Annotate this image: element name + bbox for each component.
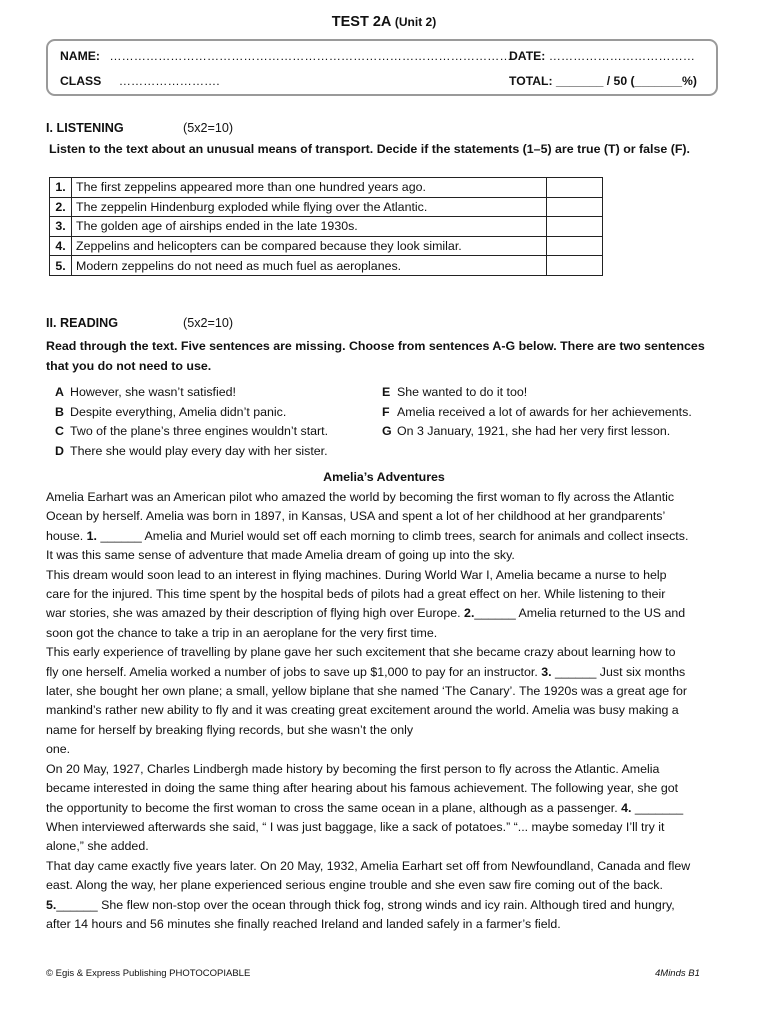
options-right-column xyxy=(382,383,692,442)
story-line xyxy=(46,799,736,818)
option-text: However, she wasn’t satisfied! xyxy=(70,385,236,399)
option-text: Amelia received a lot of awards for her achievements. xyxy=(397,404,692,419)
story-fragment: _______ xyxy=(631,800,684,815)
total-label: TOTAL: xyxy=(509,74,553,88)
option-letter: A xyxy=(55,385,64,399)
story-line: name for herself by breaking flying records, but she wasn’t the only xyxy=(46,722,414,737)
gap-3: 3. xyxy=(541,664,552,679)
answer-cell[interactable] xyxy=(547,236,603,256)
row-number: 5. xyxy=(50,256,72,276)
story-fragment: ______ Just six months xyxy=(551,664,686,679)
student-info-box xyxy=(46,39,718,96)
row-number: 3. xyxy=(50,217,72,237)
option-letter: G xyxy=(382,424,392,439)
test-title: TEST 2A xyxy=(331,14,391,30)
reading-title: II. READING xyxy=(46,316,119,330)
story-line: alone,” she added. xyxy=(46,839,149,854)
story-fragment: house. xyxy=(46,528,87,543)
story-text xyxy=(46,488,736,934)
gap-5: 5. xyxy=(46,897,57,912)
option-letter: C xyxy=(55,424,64,439)
answer-cell[interactable] xyxy=(547,217,603,237)
gap-1: 1. xyxy=(86,528,97,543)
story-line: one. xyxy=(46,742,71,757)
date-label: DATE: xyxy=(509,49,546,63)
story-fragment: ______ She flew non-stop over the ocean through thick fog, strong winds and icy rain. Although tired and hungry, xyxy=(56,897,675,912)
reading-instruction xyxy=(46,336,705,376)
option-letter: E xyxy=(382,385,391,399)
story-line: care for the injured. This time spent by the hospital beds of pilots had a great effect on her. While listening to their xyxy=(46,587,666,602)
statement-text: Modern zeppelins do not need as much fuel as aeroplanes. xyxy=(72,256,547,276)
name-label: NAME: xyxy=(60,49,100,63)
name-field[interactable]: ……………………………………………………………………………………… xyxy=(109,49,512,63)
row-number: 4. xyxy=(50,236,72,256)
story-line: This early experience of travelling by plane gave her such excitement that she became crazy about learning how to xyxy=(46,645,676,660)
name-row xyxy=(60,49,512,63)
table-row xyxy=(50,197,603,217)
option-text: Two of the plane’s three engines wouldn’t start. xyxy=(70,424,329,439)
table-row xyxy=(50,178,603,198)
story-line xyxy=(46,527,736,546)
story-line: became interested in doing the same thing after hearing about his famous achievement. The following year, she got xyxy=(46,781,679,796)
option-text: There she would play every day with her sister. xyxy=(70,444,328,459)
story-line: This dream would soon lead to an interest in flying machines. During World War I, Amelia became a nurse to help xyxy=(46,567,667,582)
story-line: after 14 hours and 56 minutes she finally reached Ireland and landed safely in a farmer’s field. xyxy=(46,916,561,931)
story-line: mankind’s rather new ability to fly and it was creating great excitement around the world. Amelia was busy making a xyxy=(46,703,679,718)
statement-text: Zeppelins and helicopters can be compared because they look similar. xyxy=(72,236,547,256)
reading-heading xyxy=(46,316,234,330)
gap-2: 2. xyxy=(464,606,475,621)
statement-text: The golden age of airships ended in the late 1930s. xyxy=(72,217,547,237)
gap-4: 4. xyxy=(621,800,632,815)
footer-book-title: 4Minds B1 xyxy=(655,968,700,979)
reading-instruction-line: that you do not need to use. xyxy=(46,359,212,373)
story-line: That day came exactly five years later. On 20 May, 1932, Amelia Earhart set off from Newfoundland, Canada and flew xyxy=(46,858,691,873)
class-label: CLASS xyxy=(60,74,102,88)
footer-copyright: © Egis & Express Publishing PHOTOCOPIABLE xyxy=(46,968,251,979)
story-fragment: the opportunity to become the first woman to cross the same ocean in a plane, although as a passenger. xyxy=(46,800,622,815)
date-field[interactable]: ……………………………… xyxy=(548,49,695,63)
true-false-table xyxy=(49,177,603,276)
options-left-column xyxy=(55,383,328,462)
reading-instruction-line: Read through the text. Five sentences are missing. Choose from sentences A-G below. There are two sentences xyxy=(46,339,705,353)
story-line: On 20 May, 1927, Charles Lindbergh made history by becoming the first person to fly across the Atlantic. Amelia xyxy=(46,761,660,776)
story-line: later, she bought her own plane; a small, yellow biplane that she named ‘The Canary’. The 1920s was a great age for xyxy=(46,684,688,699)
answer-cell[interactable] xyxy=(547,256,603,276)
story-line: Ocean by herself. Amelia was born in 1897, in Kansas, USA and spent a lot of her childhood at her grandparents’ xyxy=(46,509,666,524)
answer-cell[interactable] xyxy=(547,178,603,198)
listening-title: I. LISTENING xyxy=(46,121,124,135)
story-line: It was this same sense of adventure that made Amelia dream of going up into the sky. xyxy=(46,548,515,563)
option-letter: D xyxy=(55,444,64,459)
option-text: She wanted to do it too! xyxy=(397,385,528,399)
table-row xyxy=(50,217,603,237)
option-text: On 3 January, 1921, she had her very first lesson. xyxy=(397,424,671,439)
statement-text: The zeppelin Hindenburg exploded while flying over the Atlantic. xyxy=(72,197,547,217)
statement-text: The first zeppelins appeared more than one hundred years ago. xyxy=(72,178,547,198)
total-field[interactable]: _______ / 50 (_______%) xyxy=(555,74,697,88)
story-line: soon got the chance to take a trip in an aeroplane for the very first time. xyxy=(46,625,438,640)
option-text: Despite everything, Amelia didn’t panic. xyxy=(70,404,287,419)
total-row xyxy=(509,74,697,88)
answer-cell[interactable] xyxy=(547,197,603,217)
option-e xyxy=(382,383,692,403)
listening-points: (5x2=10) xyxy=(183,121,234,135)
reading-points: (5x2=10) xyxy=(183,316,234,330)
row-number: 1. xyxy=(50,178,72,198)
story-fragment: war stories, she was amazed by their description of flying high over Europe. xyxy=(46,606,465,621)
story-title: Amelia’s Adventures xyxy=(323,470,445,484)
story-line: When interviewed afterwards she said, “ I was just baggage, like a sack of potatoes.” “... maybe someday I’ll try it xyxy=(46,819,665,834)
table-row xyxy=(50,256,603,276)
option-g xyxy=(382,422,692,442)
row-number: 2. xyxy=(50,197,72,217)
class-field[interactable]: ……………………. xyxy=(118,74,220,88)
class-row xyxy=(60,74,220,88)
table-row xyxy=(50,236,603,256)
date-row xyxy=(509,49,695,63)
story-line: east. Along the way, her plane experienced serious engine trouble and she even saw fire coming out of the back. xyxy=(46,878,663,893)
option-letter: F xyxy=(382,404,390,419)
listening-instruction: Listen to the text about an unusual means of transport. Decide if the statements (1–5) are true (T) or false (F). xyxy=(49,142,690,156)
page-title xyxy=(0,14,768,30)
story-fragment: fly one herself. Amelia worked a number of jobs to save up $1,000 to pay for an instructor. xyxy=(46,664,542,679)
story-line xyxy=(46,663,736,682)
story-line xyxy=(46,604,736,623)
story-line xyxy=(46,896,736,915)
listening-heading xyxy=(46,121,234,135)
test-subtitle: (Unit 2) xyxy=(394,15,437,29)
option-a xyxy=(55,383,328,403)
story-fragment: ______ Amelia returned to the US and xyxy=(474,606,686,621)
option-letter: B xyxy=(55,404,64,419)
story-fragment: ______ Amelia and Muriel would set off each morning to climb trees, search for animals and collect insects. xyxy=(97,528,689,543)
option-b xyxy=(55,403,328,423)
option-c xyxy=(55,422,328,442)
story-line: Amelia Earhart was an American pilot who amazed the world by becoming the first woman to fly across the Atlantic xyxy=(46,490,675,504)
option-d xyxy=(55,442,328,462)
option-f xyxy=(382,403,692,423)
